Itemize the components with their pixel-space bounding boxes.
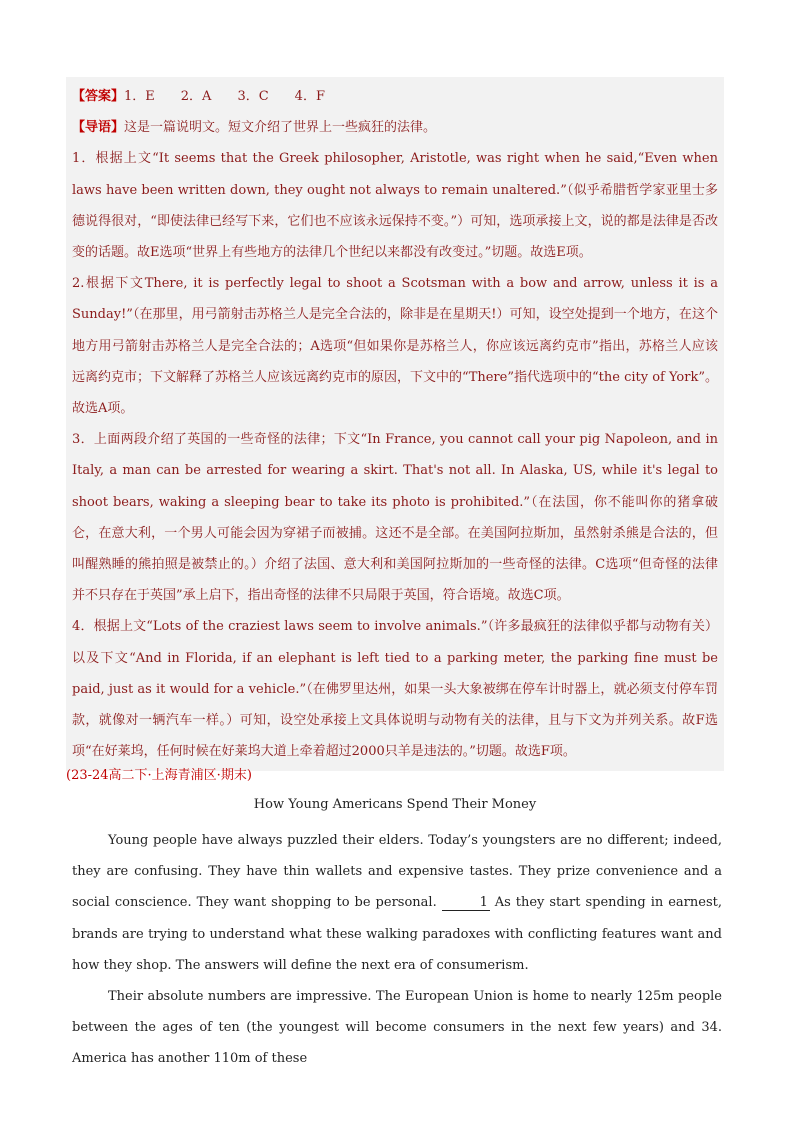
source-label: (23-24高二下·上海青浦区·期末) xyxy=(66,768,252,783)
answer-tag: 【答案】 xyxy=(72,89,125,104)
passage-body xyxy=(72,825,722,1075)
guide-text: 这是一篇说明文。短文介绍了世界上一些疯狂的法律。 xyxy=(124,120,437,136)
explanation-1: 1．根据上文“It seems that the Greek philosopher, Aristotle, was right when he said,“Even when laws have been written down, they ought not always to remain unaltered.”（似乎希腊哲学家亚里士多德说得很对，“即使法律已经写下来，它们也不应该永远保持不变。”）可知，选项承接上文，说的都是法律是否改变的话题。故E选项“世界上有些地方的法律几个世纪以来都没有改变过。”切题。故选E项。 xyxy=(72,151,718,261)
guide-tag: 【导语】 xyxy=(72,120,125,136)
answer-3: 3．C xyxy=(237,89,269,104)
answer-1: 1．E xyxy=(124,89,155,104)
answer-2: 2．A xyxy=(180,89,212,104)
paragraph-2: Their absolute numbers are impressive. The European Union is home to nearly 125m people between the ages of ten (the youngest will become consumers in the next few years) and 34. America has another 110m of these xyxy=(72,989,722,1067)
explanation-4: 4．根据上文“Lots of the craziest laws seem to involve animals.”（许多最疯狂的法律似乎都与动物有关）以及下文“And in Florida, if an elephant is left tied to a parking meter, the parking fine must be paid, just as it would for a vehicle.”（在佛罗里达州，如果一头大象被绑在停车计时器上，就必须支付停车罚款，就像对一辆汽车一样。）可知，设空处承接上文具体说明与动物有关的法律，且与下文为并列关系。故F选项“在好莱坞，任何时候在好莱坞大道上牵着超过2000只羊是违法的。”切题。故选F项。 xyxy=(72,619,718,760)
guide-line xyxy=(72,112,718,143)
blank-1[interactable]: 1 xyxy=(442,895,490,911)
paragraph-1 xyxy=(72,825,722,981)
paragraph-1-before: Young people have always puzzled their elders. Today’s youngsters are no different; indeed, they are confusing. They have thin wallets and expensive tastes. They prize convenience and a social conscience. They want shopping to be personal. xyxy=(72,833,722,911)
answer-explanation-block xyxy=(66,77,724,771)
explanation-3: 3．上面两段介绍了英国的一些奇怪的法律；下文“In France, you cannot call your pig Napoleon, and in Italy, a man can be arrested for wearing a skirt. That's not all. In Alaska, US, while it's legal to shoot bears, waking a sleeping bear to take its photo is prohibited.”（在法国，你不能叫你的猪拿破仑，在意大利，一个男人可能会因为穿裙子而被捕。这还不是全部。在美国阿拉斯加，虽然射杀熊是合法的，但叫醒熟睡的熊拍照是被禁止的。）介绍了法国、意大利和美国阿拉斯加的一些奇怪的法律。C选项“但奇怪的法律并不只存在于英国”承上启下，指出奇怪的法律不只局限于英国，符合语境。故选C项。 xyxy=(72,432,718,604)
explanation-2: 2.根据下文There, it is perfectly legal to shoot a Scotsman with a bow and arrow, unless it is a Sunday!”（在那里，用弓箭射击苏格兰人是完全合法的，除非是在星期天!）可知，设空处提到一个地方，在这个地方用弓箭射击苏格兰人是完全合法的；A选项“但如果你是苏格兰人，你应该远离约克市”指出，苏格兰人应该远离约克市；下文解释了苏格兰人应该远离约克市的原因，下文中的“There”指代选项中的“the city of York”。故选A项。 xyxy=(72,276,718,417)
answer-4: 4．F xyxy=(294,89,325,104)
passage-title: How Young Americans Spend Their Money xyxy=(253,797,537,812)
paragraph-1-after: As they start spending in earnest, brands are trying to understand what these walking paradoxes with conflicting features want and how they shop. The answers will define the next era of consumerism. xyxy=(72,895,722,973)
answer-line xyxy=(72,81,718,112)
